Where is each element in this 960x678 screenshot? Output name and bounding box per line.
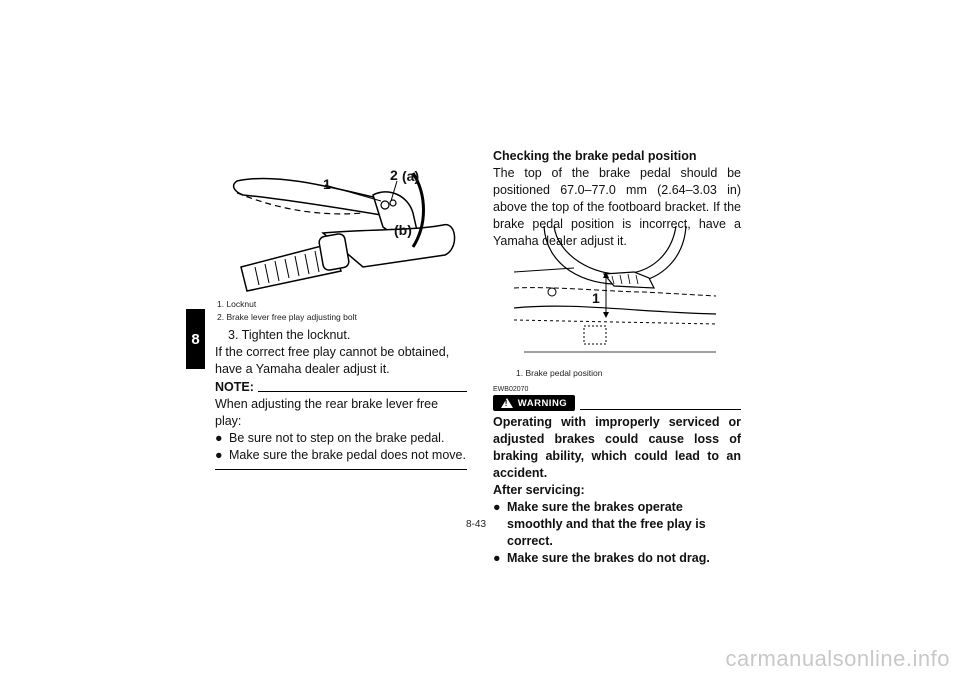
after-servicing-label: After servicing: bbox=[493, 483, 585, 497]
warning-text: Operating with improperly serviced or adjusted brakes could cause loss of braking ability, which could lead to an accident. bbox=[493, 415, 741, 480]
warning-item: ● Make sure the brakes do not drag. bbox=[493, 551, 710, 565]
brake-pedal-drawing bbox=[514, 226, 716, 356]
callout-1: 1 bbox=[323, 176, 331, 192]
bullet-icon: ● bbox=[215, 431, 223, 445]
callout-a: (a) bbox=[402, 168, 420, 184]
page-number: 8-43 bbox=[466, 519, 487, 530]
brake-pedal-figure bbox=[514, 226, 716, 356]
warning-code: EWB02070 bbox=[493, 386, 529, 393]
bullet-icon: ● bbox=[215, 448, 223, 462]
note-label: NOTE: bbox=[215, 380, 254, 394]
warning-badge: ! WARNING bbox=[493, 395, 575, 411]
figure1-captions bbox=[217, 298, 467, 324]
warning-body bbox=[493, 414, 741, 567]
note-rule-bottom bbox=[215, 469, 467, 470]
bullet-icon: ● bbox=[493, 500, 501, 514]
chapter-tab: 8 bbox=[186, 309, 205, 369]
brake-lever-drawing bbox=[213, 155, 463, 295]
callout-2: 2 bbox=[390, 167, 398, 183]
caption-adjusting-bolt: 2. Brake lever free play adjusting bolt bbox=[217, 312, 357, 322]
left-column bbox=[215, 327, 467, 378]
bullet-icon: ● bbox=[493, 551, 501, 565]
left-paragraph: If the correct free play cannot be obtained, have a Yamaha dealer adjust it. bbox=[215, 345, 450, 376]
caption-locknut: 1. Locknut bbox=[217, 299, 257, 309]
callout-pedal-1: 1 bbox=[592, 290, 600, 306]
note-item: ● Be sure not to step on the brake pedal. bbox=[215, 431, 445, 445]
warning-rule bbox=[580, 409, 741, 410]
caption-brake-pedal-position: 1. Brake pedal position bbox=[516, 368, 603, 378]
note-block bbox=[215, 379, 467, 470]
watermark: carmanualsonline.info bbox=[725, 646, 950, 671]
note-item: ● Make sure the brake pedal does not move. bbox=[215, 448, 466, 462]
right-paragraph: The top of the brake pedal should be positioned 67.0–77.0 mm (2.64–3.03 in) above the top of the footboard bracket. If the brake pedal position is incorrect, have a Yamaha dealer adjust it. bbox=[493, 166, 741, 248]
warning-triangle-icon: ! bbox=[501, 398, 513, 408]
brake-lever-figure bbox=[213, 155, 463, 295]
step-3: 3. Tighten the locknut. bbox=[228, 328, 351, 342]
note-intro: When adjusting the rear brake lever free play: bbox=[215, 397, 439, 428]
callout-b: (b) bbox=[394, 222, 412, 238]
warning-item: ● Make sure the brakes operate smoothly and that the free play is correct. bbox=[493, 500, 706, 548]
section-heading: Checking the brake pedal position bbox=[493, 149, 697, 163]
note-rule-top bbox=[258, 391, 467, 392]
